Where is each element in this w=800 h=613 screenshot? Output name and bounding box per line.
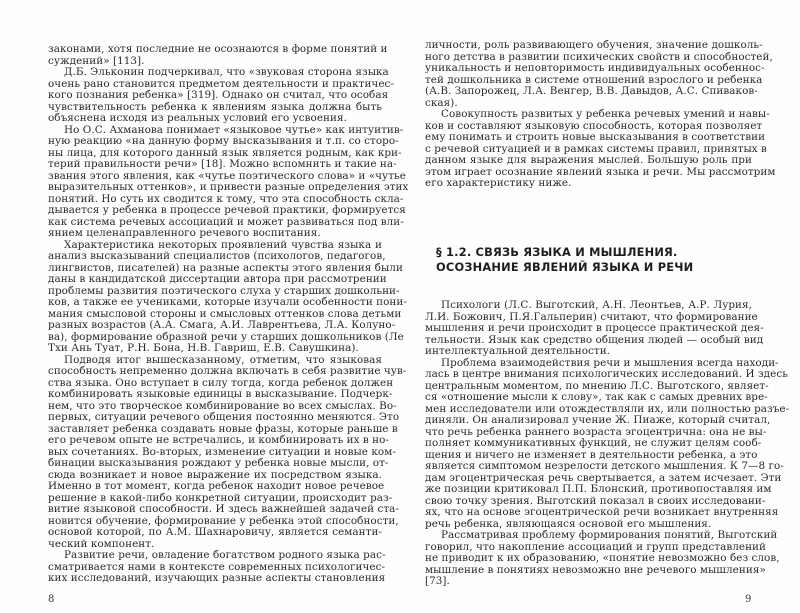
text-line: дам эгоцентрическая речь свертывается, а затем исчезает. Эти (425, 471, 782, 484)
text-line: центральным моментом, по мнению Л.С. Выготского, являет- (425, 379, 769, 392)
text-line: звания этого явления, как «чутье поэтического слова» и «чутье (48, 169, 406, 182)
text-line: законами, хотя последние не осознаются в форме понятий и (48, 43, 388, 55)
text-line: (А.В. Запорожец, Л.А. Венгер, В.В. Давыдов, А.С. Спиваков- (425, 85, 758, 97)
text-line: Именно в тот момент, когда ребенок находит новое речевое (48, 480, 385, 492)
text-line: способность непременно должна включать в себя развитие чув- (48, 365, 407, 377)
left-page-text (48, 43, 409, 585)
text-line: не приводит к их образованию, «понятие невозможно без слов, (425, 552, 780, 564)
text-line: данном языке для выражения мыслей. Большую роль при (425, 154, 752, 166)
text-line: первых, ситуации речевого общения постоянно меняются. Это (48, 411, 400, 423)
text-line: личности, роль развивающего обучения, значение дошколь- (425, 39, 763, 51)
text-line: ков и составляют языковую способность, которая позволяет (425, 119, 763, 132)
text-line: Л.И. Божович, П.Я.Гальперин) считают, что формирование (425, 310, 758, 323)
text-line: очень рано становится предметом деятельности и практичес- (48, 77, 394, 90)
text-line: новится обучение, формирование у ребенка этой способности, (48, 514, 399, 527)
text-line: мышления и речи происходит в процессе практической дея- (425, 322, 764, 334)
text-line: тей дошкольника в системе отношений взрослого и ребенка (425, 73, 763, 86)
text-line: Но О.С. Ахманова понимает «языковое чутье» как интуитив- (64, 123, 404, 136)
text-line: что речь ребенка раннего возраста эгоцентрична: она не вы- (425, 425, 767, 438)
text-line: этом играет осознание явлений языка и речи. Мы рассмотрим (425, 165, 776, 178)
text-line: разных возрастов (А.А. Смага, А.И. Лаврентьева, Л.А. Колуно- (48, 319, 396, 331)
text-line: речь ребенка, являющаяся основой его мышления. (425, 517, 712, 530)
text-line: решение в какой-либо конкретной ситуации, происходит раз- (48, 491, 393, 504)
text-line: нем, что это творческое комбинирование во всех смыслах. Во- (48, 399, 397, 412)
text-line: вых сочетаниях. Во-вторых, изменение ситуации и новые ком- (48, 445, 396, 458)
text-line: сюда возникает и новое выражение их посредством языка. (48, 468, 382, 481)
text-line: Совокупность развитых у ребенка речевых умений и навы- (441, 108, 770, 120)
text-line: диняли. Он анализировал учение Ж. Пиаже, который считал, (425, 414, 771, 426)
text-line: мания смысловой стороны и смысловых оттенков слова детьми (48, 307, 402, 320)
text-line: ства языка. Оно вступает в силу тогда, когда ребенок должен (48, 376, 394, 389)
text-line: ему понимать и строить новые высказывания в соответствии (425, 131, 766, 143)
right-page-top-text (425, 39, 776, 190)
text-line: полняет коммуникативных функций, не служит целям сооб- (425, 437, 762, 449)
section-heading-line-1: § 1.2. СВЯЗЬ ЯЗЫКА И МЫШЛЕНИЯ. (436, 245, 678, 259)
section-heading (436, 245, 756, 275)
text-line: янием целенаправленного речевого воспитания. (48, 227, 321, 239)
text-line: витие языковой способности. И здесь важнейшей задачей ста- (48, 503, 399, 515)
text-line: бинации высказывания рождают у ребенка новые мысли, от- (48, 457, 389, 469)
text-line: свою точку зрения. Выготский показал в своих исследовани- (425, 494, 766, 507)
text-line: проблемы развития поэтического слуха у старших дошкольни- (48, 284, 400, 297)
text-line: Д.Б. Эльконин подчеркивал, что «звуковая сторона языка (64, 66, 389, 78)
text-line: с речевой ситуацией и в рамках системы правил, принятых в (425, 142, 767, 155)
right-page (400, 0, 800, 613)
text-line: ны лица, для которого данный язык является родным, как кри- (48, 146, 402, 159)
section-heading-line-2: ОСОЗНАНИЕ ЯВЛЕНИЙ ЯЗЫКА И РЕЧИ (436, 260, 694, 274)
text-line: Рассматривая проблему формирования понятий, Выготский (441, 529, 778, 541)
right-page-body-text (425, 299, 790, 588)
text-line: его характеристику ниже. (425, 177, 572, 189)
page-number-left: 8 (48, 594, 55, 605)
text-line: его речевом опыте не встречались, и комбинировать их в но- (48, 434, 389, 446)
text-line: ческий компонент. (48, 537, 155, 550)
text-line: объяснена исходя из реальных условий его усвоения. (48, 112, 347, 124)
text-line: является симптомом незрелости детского мышления. К 7—8 го- (425, 460, 784, 472)
text-line: Подводя итог вышесказанному, отметим, что языковая (64, 353, 382, 366)
text-line: заставляет ребенка создавать новые фразы, которые раньше в (48, 422, 398, 435)
text-line: терий правильности речи» [18]. Можно вспомнить и такие на- (48, 158, 397, 170)
text-line: мышление в понятиях невозможно вне речевого мышления» (425, 563, 766, 576)
text-line: щения и ничего не изменяет в деятельности ребенка, а это (425, 448, 758, 461)
text-line: говорил, что накопление ассоциаций и групп представлений (425, 540, 766, 553)
text-line: Характеристика некоторых проявлений чувства языка и (64, 238, 382, 251)
text-line: ях, что на основе эгоцентрической речи возникает внутренняя (425, 506, 779, 518)
text-line: комбинировать языковые единицы в высказывание. Подчерк- (48, 388, 393, 400)
text-line: выразительных оттенков», и привести разные определения этих (48, 181, 409, 193)
page-number-right: 9 (745, 594, 752, 605)
text-line: лингвистов, писателей) на разные аспекты этого явления были (48, 261, 403, 274)
text-line: ков, а также ее учениками, которые изучали особенности пони- (48, 296, 407, 308)
text-line: Проблема взаимодействия речи и мышления всегда находи- (441, 356, 779, 369)
text-line: анализ высказываний специалистов (психологов, педагогов, (48, 250, 386, 262)
text-line: [73]. (425, 575, 450, 587)
text-line: чувствительность ребенка к явлениям языка должна быть (48, 100, 382, 113)
text-line: ного детства в развитии психических свойств и способностей, (425, 50, 773, 63)
text-line: дывается у ребенка в процессе речевой практики, формируется (48, 204, 406, 216)
text-line: понятий. Но суть их сводится к тому, что эта способность скла- (48, 192, 404, 205)
text-line: Развитие речи, овладение богатством родного языка рас- (64, 549, 386, 561)
text-line: Тхи Ань Туат, Р.Н. Бона, Н.В. Гавриш, Е.В. Савушкина). (48, 342, 359, 354)
text-line: сматривается нами в контексте современных психологичес- (48, 560, 386, 573)
text-line: мен исследователи или отождествляли их, или полностью разъе- (425, 402, 790, 415)
text-line: кого познания ребенка» [319]. Однако он считал, что особая (48, 89, 389, 101)
text-line: ся «отношение мысли к слову», так как с самых древних вре- (425, 391, 768, 403)
text-line: интеллектуальной деятельности. (425, 345, 611, 357)
text-line: как система речевых ассоциаций и может развиваться под вли- (48, 215, 404, 228)
text-line: ких исследований, изучающих разные аспекты становления (48, 572, 386, 584)
text-line: ва), формирование образной речи у старших дошкольников (Ле (48, 330, 404, 343)
text-line: уникальность и неповторимость индивидуальных особеннос- (425, 62, 765, 74)
text-line: лась в центре внимания психологических исследований. И здесь (425, 368, 788, 380)
text-line: Психологи (Л.С. Выготский, А.Н. Леонтьев, А.Р. Лурия, (441, 299, 752, 311)
text-line: ную реакцию «на данную форму высказывания и т.п. со сторо- (48, 135, 399, 147)
text-line: суждений» [113]. (48, 54, 145, 67)
text-line: ская). (425, 96, 458, 109)
text-line: основой которой, по А.М. Шахнаровичу, является семанти- (48, 526, 382, 538)
text-line: даны в кандидатской диссертации автора при рассмотрении (48, 273, 387, 285)
text-line: тельности. Язык как средство общения людей — особый вид (425, 333, 764, 346)
text-line: же позиции критиковал П.П. Блонский, противопоставляя им (425, 483, 772, 495)
